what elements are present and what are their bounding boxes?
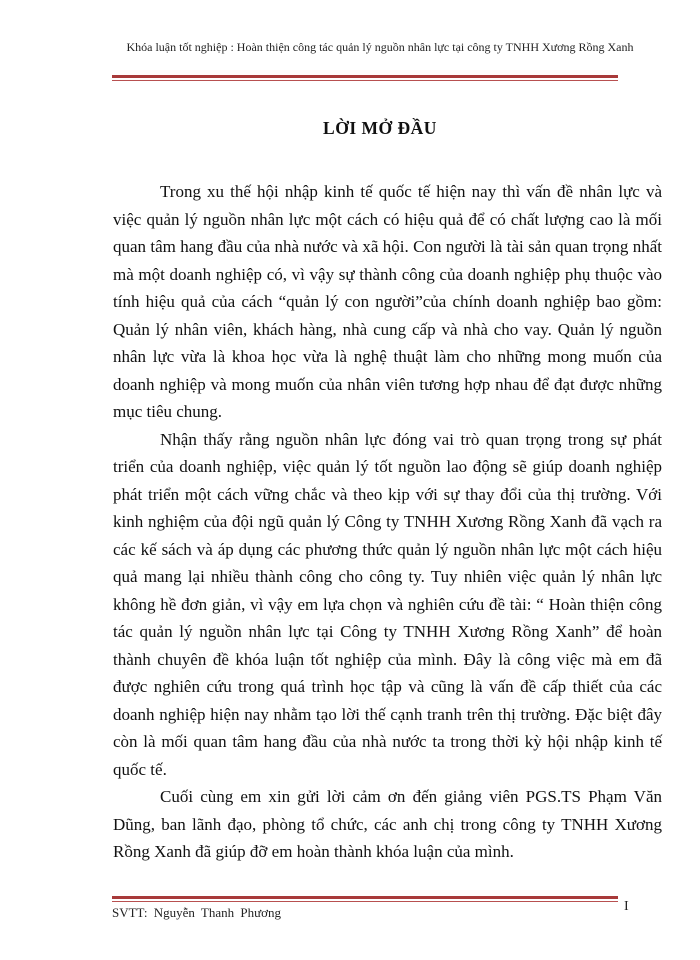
footer-rule-thick <box>112 896 618 899</box>
header-rule <box>112 75 618 83</box>
header-rule-thin <box>112 80 618 81</box>
page-title: LỜI MỞ ĐẦU <box>323 118 437 138</box>
footer-rule <box>112 896 618 904</box>
running-header: Khóa luận tốt nghiệp : Hoàn thiện công tác quản lý nguồn nhân lực tại công ty TNHH Xương Rồng Xanh <box>126 40 634 54</box>
header-rule-thick <box>112 75 618 78</box>
paragraph-3: Cuối cùng em xin gửi lời cảm ơn đến giảng viên PGS.TS Phạm Văn Dũng, ban lãnh đạo, phòng tổ chức, các anh chị trong công ty TNHH Xương Rồng Xanh đã giúp đỡ em hoàn thành khóa luận của mình. <box>113 787 662 861</box>
footer-rule-thin <box>112 901 618 902</box>
paragraph-1: Trong xu thế hội nhập kinh tế quốc tế hiện nay thì vấn đề nhân lực và việc quản lý nguồn nhân lực một cách có hiệu quả để có chất lượng cao là mối quan tâm hang đầu của nhà nước và xã hội. Con người là tài sản quan trọng nhất mà một doanh nghiệp có, vì vậy sự thành công của doanh nghiệp phụ thuộc vào tính hiệu quả của cách “quản lý con người”của chính doanh nghiệp bao gồm: Quản lý nhân viên, khách hàng, nhà cung cấp và nhà cho vay. Quản lý nguồn nhân lực vừa là khoa học vừa là nghệ thuật làm cho những mong muốn của doanh nghiệp và mong muốn của nhân viên tương hợp nhau để đạt được những mục tiêu chung. <box>113 182 662 421</box>
footer-author: SVTT: Nguyễn Thanh Phương <box>112 905 281 920</box>
paragraph-2: Nhận thấy rằng nguồn nhân lực đóng vai trò quan trọng trong sự phát triển của doanh nghiệp, việc quản lý tốt nguồn lao động sẽ giúp doanh nghiệp phát triển một cách vững chắc và theo kịp với sự thay đổi của thị trường. Với kinh nghiệm của đội ngũ quản lý Công ty TNHH Xương Rồng Xanh đã vạch ra các kế sách và áp dụng các phương thức quản lý nguồn nhân lực một cách hiệu quả mang lại nhiều thành công cho công ty. Tuy nhiên việc quản lý nhân lực không hề đơn giản, vì vậy em lựa chọn và nghiên cứu đề tài: “ Hoàn thiện công tác quản lý nguồn nhân lực tại Công ty TNHH Xương Rồng Xanh” để hoàn thành chuyên đề khóa luận tốt nghiệp của mình. Đây là công việc mà em đã được nghiên cứu trong quá trình học tập và cũng là vấn đề cấp thiết của các doanh nghiệp hiện nay nhằm tạo lời thế cạnh tranh trên thị trường. Đặc biệt đây còn là mối quan tâm hang đầu của nhà nước ta trong thời kỳ hội nhập kinh tế quốc tế. <box>113 429 662 779</box>
page-number: I <box>624 899 629 914</box>
body-text <box>113 178 662 866</box>
